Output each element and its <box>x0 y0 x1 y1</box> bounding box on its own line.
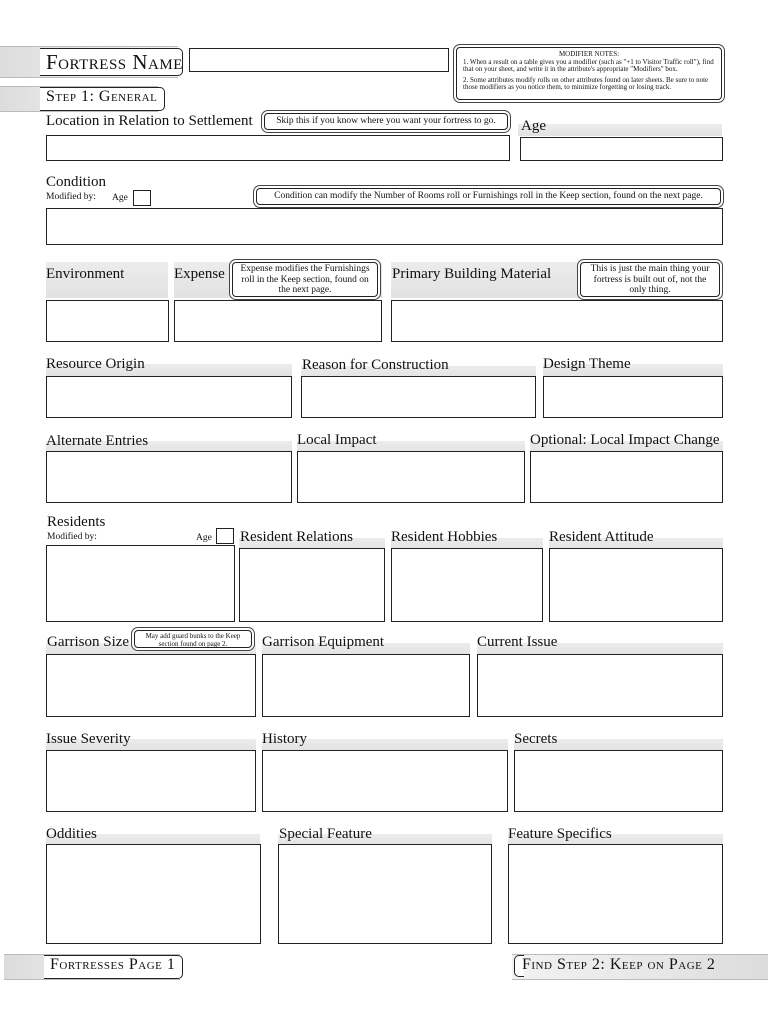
issue-severity-label: Issue Severity <box>46 731 131 747</box>
resident-attitude-input[interactable] <box>549 548 723 622</box>
secrets-input[interactable] <box>514 750 723 812</box>
footer-page-label: Fortresses Page 1 <box>50 956 176 973</box>
oddities-input[interactable] <box>46 844 261 944</box>
resident-relations-label: Resident Relations <box>240 529 353 545</box>
residents-input[interactable] <box>46 545 235 622</box>
local-impact-label: Local Impact <box>297 432 377 448</box>
secrets-label: Secrets <box>514 731 558 747</box>
environment-label: Environment <box>46 266 125 282</box>
age-band <box>518 124 722 136</box>
resource-origin-label: Resource Origin <box>46 356 145 372</box>
feature-specifics-input[interactable] <box>508 844 723 944</box>
reason-input[interactable] <box>301 376 536 418</box>
resident-hobbies-label: Resident Hobbies <box>391 529 498 545</box>
fortress-name-label: Fortress Name <box>46 50 183 74</box>
age-input[interactable] <box>520 137 723 161</box>
condition-note: Condition can modify the Number of Rooms roll or Furnishings roll in the Keep section, found on the next page. <box>256 188 721 205</box>
modifier-notes-title: MODIFIER NOTES: <box>558 50 620 58</box>
age-label: Age <box>521 118 546 134</box>
modifier-note-2: 2. Some attributes modify rolls on other attributes found on later sheets. Be sure to note those modifiers as you notice them, to minimize forgetting or losing track. <box>463 75 709 91</box>
fortress-name-input[interactable] <box>189 48 449 72</box>
issue-severity-input[interactable] <box>46 750 256 812</box>
current-issue-label: Current Issue <box>477 634 558 650</box>
resource-origin-input[interactable] <box>46 376 292 418</box>
garrison-size-input[interactable] <box>46 654 256 717</box>
resident-hobbies-input[interactable] <box>391 548 543 622</box>
residents-label: Residents <box>47 514 106 530</box>
oddities-label: Oddities <box>46 826 97 842</box>
residents-age-label: Age <box>196 533 212 543</box>
expense-input[interactable] <box>174 300 382 342</box>
special-feature-input[interactable] <box>278 844 492 944</box>
primary-material-input[interactable] <box>391 300 723 342</box>
history-label: History <box>262 731 307 747</box>
location-label: Location in Relation to Settlement <box>46 113 253 129</box>
resident-attitude-label: Resident Attitude <box>549 529 654 545</box>
primary-material-note: This is just the main thing your fortress is built out of, not the only thing. <box>580 262 720 297</box>
local-impact-change-input[interactable] <box>530 451 723 503</box>
condition-modified-by: Modified by: <box>46 192 96 202</box>
condition-input[interactable] <box>46 208 723 245</box>
special-feature-label: Special Feature <box>279 826 372 842</box>
history-input[interactable] <box>262 750 508 812</box>
primary-material-label: Primary Building Material <box>392 266 552 282</box>
feature-specifics-label: Feature Specifics <box>508 826 612 842</box>
expense-note: Expense modifies the Furnishings roll in the Keep section, found on the next page. <box>232 262 378 297</box>
condition-age-label: Age <box>112 193 128 203</box>
reason-label: Reason for Construction <box>302 357 449 373</box>
garrison-equipment-label: Garrison Equipment <box>262 634 385 650</box>
local-impact-input[interactable] <box>297 451 525 503</box>
location-input[interactable] <box>46 135 510 161</box>
alternate-entries-input[interactable] <box>46 451 292 503</box>
footer-next-label: Find Step 2: Keep on Page 2 <box>522 956 716 973</box>
residents-modified-by: Modified by: <box>47 532 97 542</box>
modifier-notes-box <box>456 47 722 100</box>
alternate-entries-label: Alternate Entries <box>46 433 149 449</box>
residents-age-checkbox[interactable] <box>216 528 234 544</box>
garrison-equipment-input[interactable] <box>262 654 470 717</box>
step-label: Step 1: General <box>46 88 158 105</box>
expense-label: Expense <box>174 266 225 282</box>
garrison-size-note: May add guard bunks to the Keep section found on page 2. <box>134 630 252 648</box>
resident-relations-input[interactable] <box>239 548 385 622</box>
garrison-size-label: Garrison Size <box>47 634 130 650</box>
modifier-note-1: 1. When a result on a table gives you a modifier (such as "+1 to Visitor Traffic roll"), find that on your sheet, and write it in the attribute's appropriate "Modifiers" box. <box>463 57 714 73</box>
current-issue-input[interactable] <box>477 654 723 717</box>
condition-label: Condition <box>46 174 107 190</box>
location-note: Skip this if you know where you want your fortress to go. <box>264 113 508 130</box>
local-impact-change-label: Optional: Local Impact Change <box>530 432 720 448</box>
design-theme-input[interactable] <box>543 376 723 418</box>
environment-input[interactable] <box>46 300 169 342</box>
condition-age-checkbox[interactable] <box>133 190 151 206</box>
design-theme-label: Design Theme <box>543 356 631 372</box>
